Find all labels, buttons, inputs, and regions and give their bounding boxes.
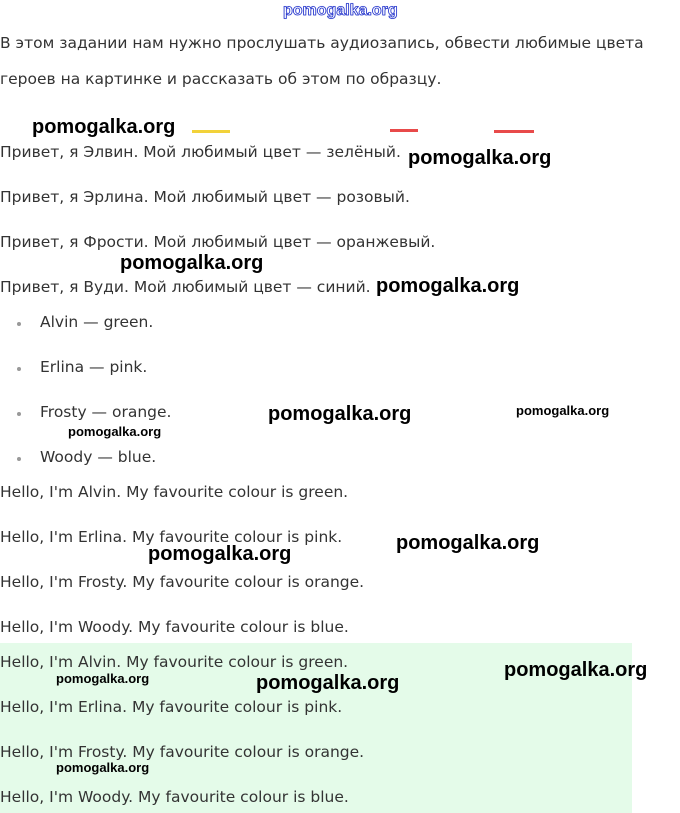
bullet-dot: [17, 457, 21, 461]
watermark-text: pomogalka.org: [268, 403, 412, 425]
list-item: Alvin — green.: [40, 313, 154, 331]
list-item: Frosty — orange.: [40, 403, 172, 421]
watermark-text: pomogalka.org: [56, 760, 150, 775]
watermark-text: pomogalka.org: [408, 147, 552, 169]
watermark-text: pomogalka.org: [56, 671, 150, 686]
watermark-top: pomogalka.org: [283, 2, 398, 19]
bullet-dot: [17, 322, 21, 326]
watermark-text: pomogalka.org: [376, 275, 520, 297]
bullet-dot: [17, 412, 21, 416]
highlighted-line-4: Hello, I'm Woody. My favourite colour is blue.: [0, 788, 349, 806]
intro-line-1: В этом задании нам нужно прослушать аудиозапись, обвести любимые цвета: [0, 34, 644, 52]
list-item: Woody — blue.: [40, 448, 157, 466]
highlighted-line-2: Hello, I'm Erlina. My favourite colour is pink.: [0, 698, 343, 716]
watermark-text: pomogalka.org: [516, 403, 610, 418]
bullet-dot: [17, 367, 21, 371]
highlighted-line-1: Hello, I'm Alvin. My favourite colour is green.: [0, 653, 349, 671]
list-item: Erlina — pink.: [40, 358, 148, 376]
russian-line-2: Привет, я Эрлина. Мой любимый цвет — розовый.: [0, 188, 410, 206]
watermark-text: pomogalka.org: [68, 424, 162, 439]
watermark-text: pomogalka.org: [32, 116, 176, 138]
highlighted-line-3: Hello, I'm Frosty. My favourite colour is orange.: [0, 743, 365, 761]
english-line-4: Hello, I'm Woody. My favourite colour is blue.: [0, 618, 349, 636]
english-line-3: Hello, I'm Frosty. My favourite colour is orange.: [0, 573, 365, 591]
english-line-1: Hello, I'm Alvin. My favourite colour is green.: [0, 483, 349, 501]
watermark-text: pomogalka.org: [148, 543, 292, 565]
image-strip-red-1: [390, 129, 418, 132]
russian-line-1: Привет, я Элвин. Мой любимый цвет — зелёный.: [0, 143, 401, 161]
intro-line-2: героев на картинке и рассказать об этом по образцу.: [0, 70, 442, 88]
watermark-text: pomogalka.org: [504, 659, 648, 681]
russian-line-4: Привет, я Вуди. Мой любимый цвет — синий.: [0, 278, 371, 296]
watermark-text: pomogalka.org: [396, 532, 540, 554]
image-strip-yellow: [192, 130, 230, 133]
english-line-2: Hello, I'm Erlina. My favourite colour is pink.: [0, 528, 343, 546]
watermark-text: pomogalka.org: [120, 252, 264, 274]
image-strip-red-2: [494, 130, 534, 133]
russian-line-3: Привет, я Фрости. Мой любимый цвет — оранжевый.: [0, 233, 436, 251]
watermark-text: pomogalka.org: [256, 672, 400, 694]
